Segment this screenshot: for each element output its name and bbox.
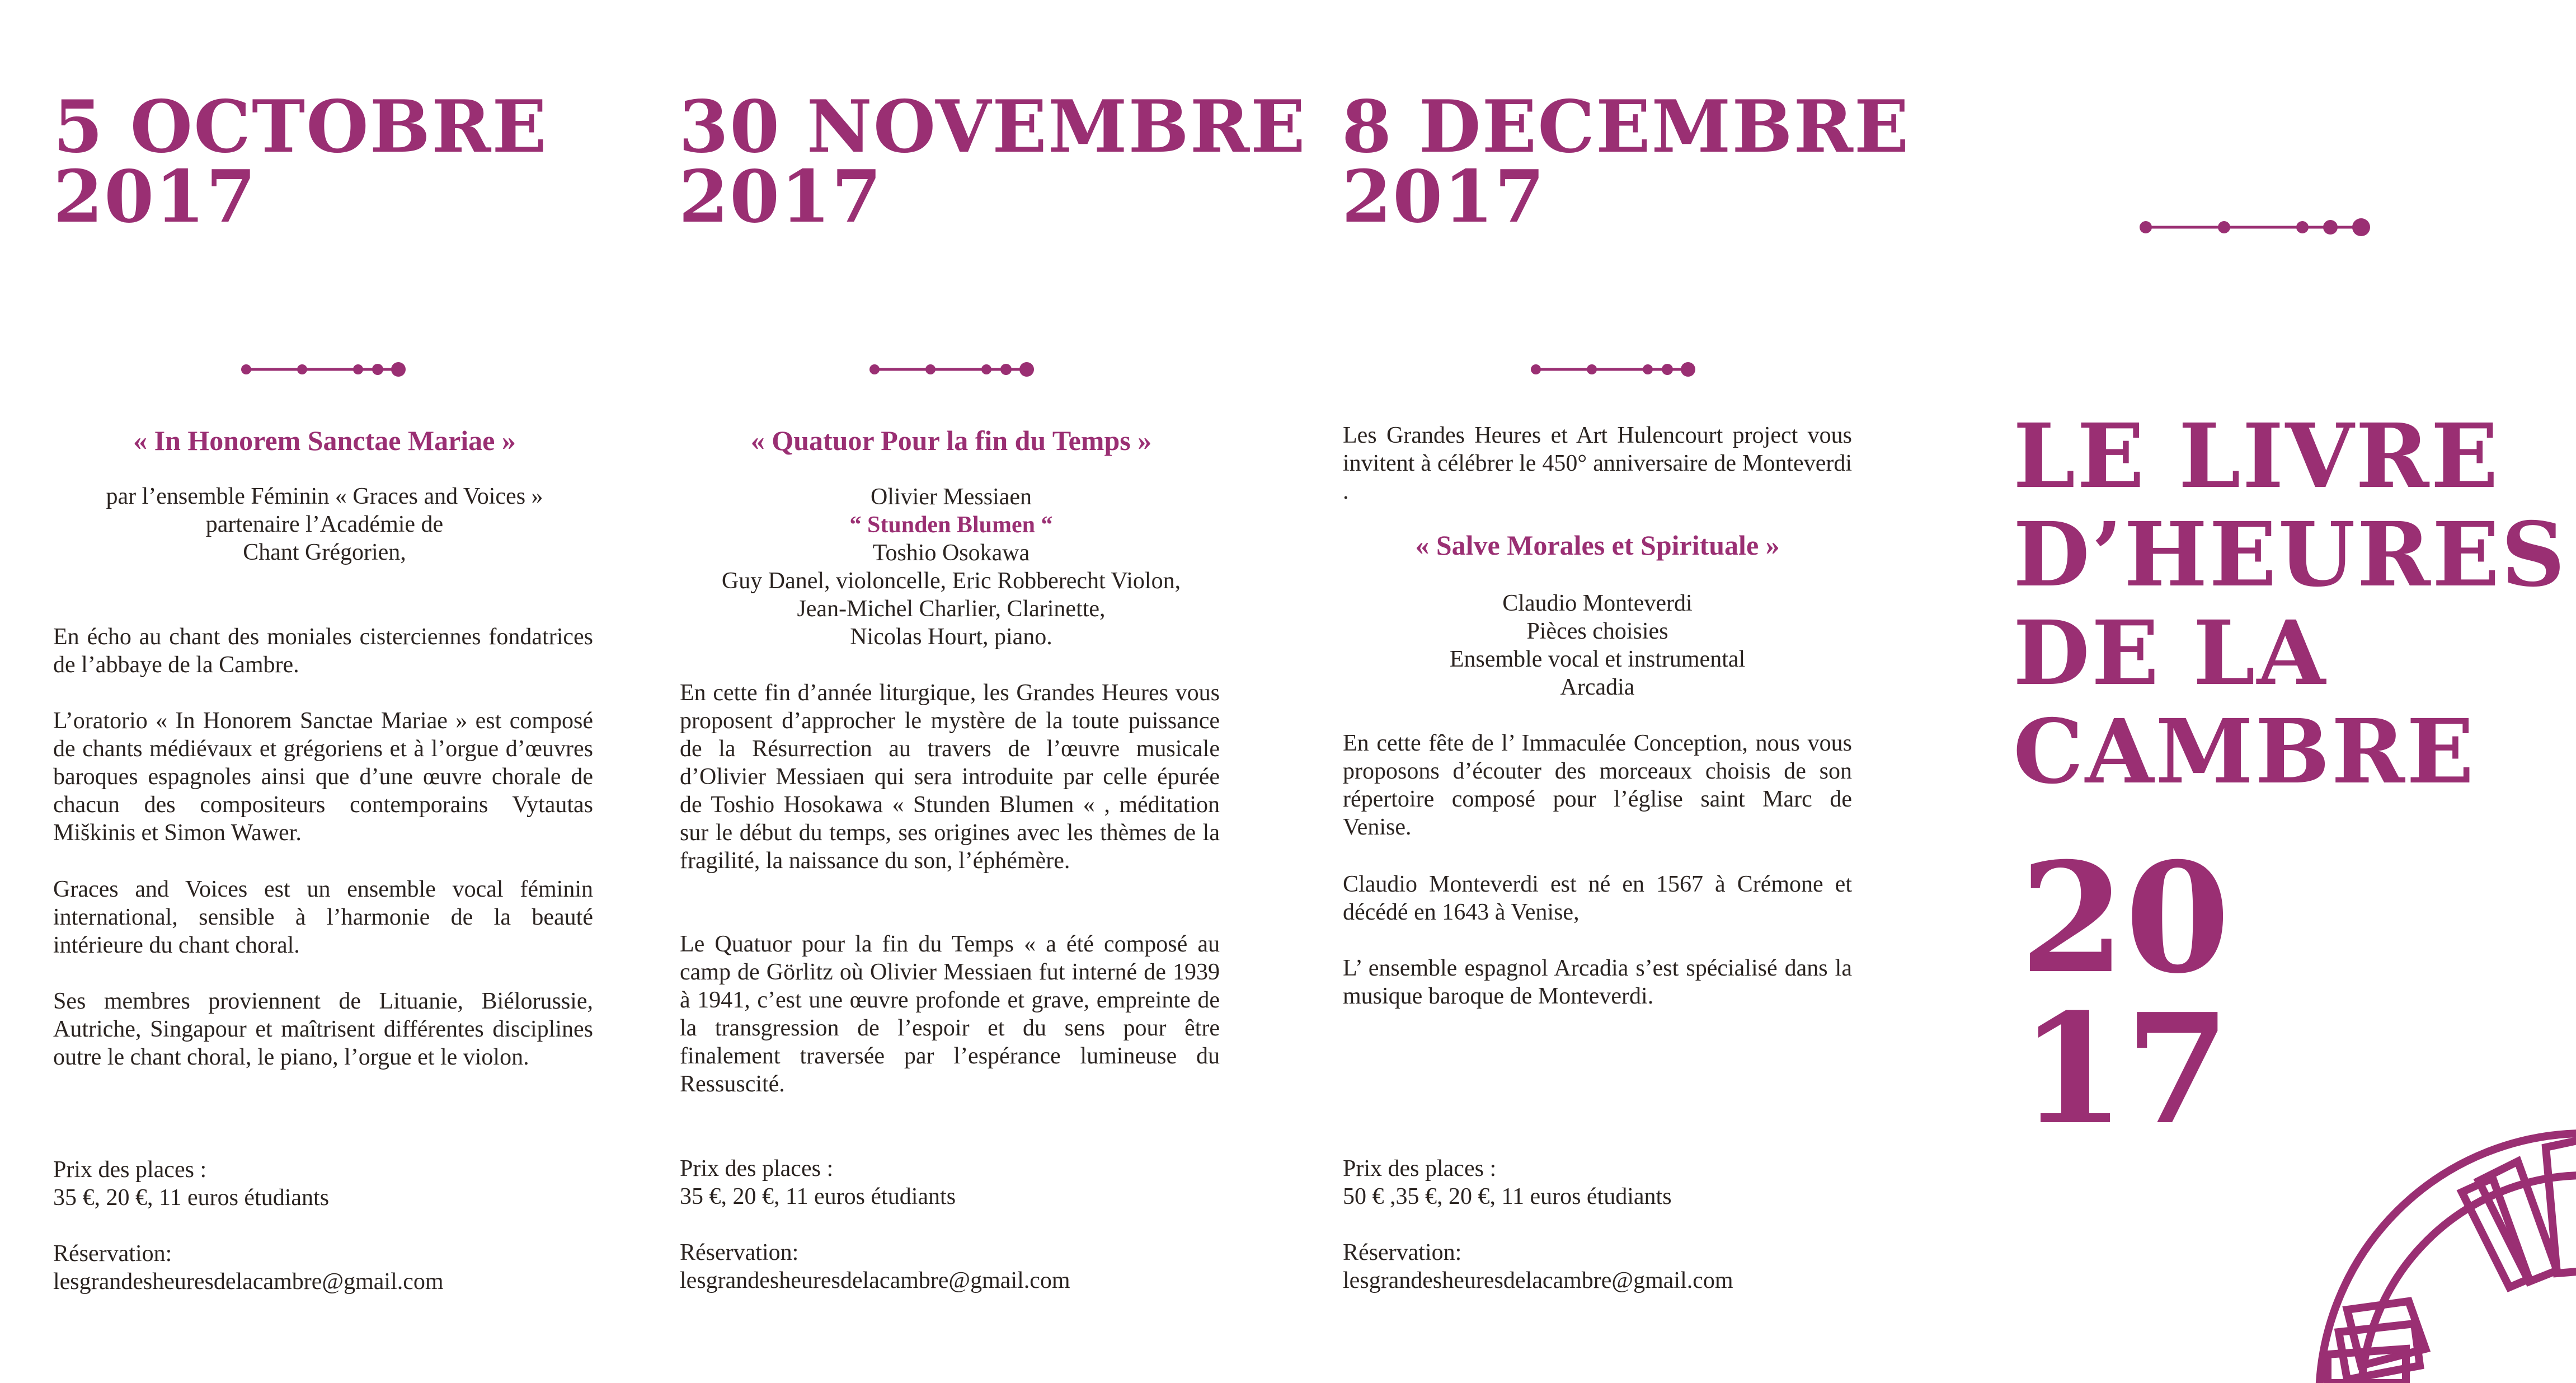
col3-date [1342, 85, 1910, 239]
col3-ensemble-name: Arcadia [1560, 674, 1635, 700]
col3-credits [1343, 589, 1852, 701]
col1-intro-line: Chant Grégorien, [243, 540, 406, 565]
col1-intro [53, 482, 596, 566]
col2-composer-2: Toshio Osokawa [872, 540, 1030, 566]
cover-title-line: CAMBRE [2013, 700, 2476, 804]
col3-subtitle: « Salve Morales et Spirituale » [1415, 529, 1780, 561]
col1-paragraph-3: Graces and Voices est un ensemble vocal féminin international, sensible à l’harmonie de la beauté intérieure du chant choral. [53, 876, 593, 958]
col3-paragraph-2: Claudio Monteverdi est né en 1567 à Crémone et décédé en 1643 à Venise, [1343, 871, 1852, 925]
col3-price-value: 50 € ,35 €, 20 €, 11 euros étudiants [1343, 1184, 1672, 1209]
col3-date-day: 8 DECEMBRE [1342, 85, 1910, 169]
ornament-dots-icon [241, 361, 408, 378]
col2-performers-3: Nicolas Hourt, piano. [850, 624, 1052, 650]
col1-email[interactable]: lesgrandesheuresdelacambre@gmail.com [53, 1269, 444, 1295]
col3-reservation-label: Réservation: [1343, 1240, 1462, 1265]
col2-performers: Guy Danel, violoncelle, Eric Robberecht Violon, [721, 568, 1181, 594]
col2-price-value: 35 €, 20 €, 11 euros étudiants [680, 1184, 956, 1209]
cover-title-line: D’HEURES [2013, 503, 2567, 607]
col3-composer: Claudio Monteverdi [1502, 590, 1693, 616]
col1-paragraph-1: En écho au chant des moniales cisterciennes fondatrices de l’abbaye de la Cambre. [53, 624, 593, 678]
col1-subtitle: « In Honorem Sanctae Mariae » [133, 425, 516, 456]
col2-date-day: 30 NOVEMBRE [679, 85, 1306, 169]
col2-composer: Olivier Messiaen [870, 484, 1032, 510]
abbey-logo-icon [2294, 1086, 2576, 1383]
cover-title-line: DE LA [2013, 602, 2328, 705]
col1-intro-line: partenaire l’Académie de [205, 512, 444, 537]
col1-paragraph-4: Ses membres proviennent de Lituanie, Biélorussie, Autriche, Singapour et maîtrisent différentes disciplines outre le chant choral, le piano, l’orgue et le violon. [53, 988, 593, 1070]
col3-price-label: Prix des places : [1343, 1156, 1497, 1182]
col1-price-label: Prix des places : [53, 1157, 207, 1183]
cover-year [2020, 829, 2230, 1158]
cover-year-line1: 20 [2020, 829, 2230, 1007]
col1-price-value: 35 €, 20 €, 11 euros étudiants [53, 1185, 330, 1211]
cover-title-line: LE LIVRE [2013, 405, 2500, 508]
col2-date-year: 2017 [679, 155, 883, 239]
col2-email[interactable]: lesgrandesheuresdelacambre@gmail.com [680, 1268, 1070, 1293]
col2-credits [680, 483, 1223, 651]
cover-year-line2: 17 [2020, 980, 2230, 1158]
col3-program: Pièces choisies [1526, 618, 1668, 644]
col3-email[interactable]: lesgrandesheuresdelacambre@gmail.com [1343, 1268, 1733, 1293]
col3-intro: Les Grandes Heures et Art Hulencourt project vous invitent à célébrer le 450° anniversaire de Monteverdi . [1343, 423, 1852, 504]
col1-date-day: 5 OCTOBRE [53, 85, 548, 169]
col2-paragraph-2: Le Quatuor pour la fin du Temps « a été composé au camp de Görlitz où Olivier Messiaen fut interné de 1939 à 1941, c’est une œuvre profonde et grave, empreinte de la transgression de l’espoir et du sens pour être finalement traversée par l’espérance lumineuse du Ressuscité. [680, 931, 1220, 1097]
col1-paragraph-2: L’oratorio « In Honorem Sanctae Mariae » est composé de chants médiévaux et grégoriens et à l’orgue d’œuvres baroques espagnoles ainsi que d’une œuvre chorale de chacun des compositeurs contemporains Vytautas Miškinis et Simon Wawer. [53, 708, 593, 846]
ornament-dots-icon [1530, 361, 1698, 378]
col2-price-label: Prix des places : [680, 1156, 834, 1182]
col2-paragraph-1: En cette fin d’année liturgique, les Grandes Heures vous proposent d’approcher le mystère de la toute puissance de la Résurrection au travers de l’œuvre musicale d’Olivier Messiaen qui sera introduite par celle épurée de Toshio Hosokawa « Stunden Blumen « , méditation sur le début du temps, ses origines avec les thèmes de la fragilité, la naissance du son, l’éphémère. [680, 680, 1220, 874]
col1-reservation-label: Réservation: [53, 1241, 172, 1267]
col2-work-title: “ Stunden Blumen “ [849, 512, 1053, 538]
col2-performers-2: Jean-Michel Charlier, Clarinette, [797, 596, 1106, 622]
col1-date [53, 85, 548, 239]
ornament-dots-icon [2139, 218, 2374, 236]
col1-date-year: 2017 [53, 155, 257, 239]
col3-ensemble: Ensemble vocal et instrumental [1449, 646, 1746, 672]
cover-title [2013, 405, 2567, 804]
col3-date-year: 2017 [1342, 155, 1546, 239]
col2-subtitle: « Quatuor Pour la fin du Temps » [750, 425, 1152, 456]
col2-date [679, 85, 1306, 239]
col3-paragraph-1: En cette fête de l’ Immaculée Conception, nous vous proposons d’écouter des morceaux choisis de son répertoire composé pour l’église saint Marc de Venise. [1343, 730, 1852, 840]
ornament-dots-icon [869, 361, 1037, 378]
col3-paragraph-3: L’ ensemble espagnol Arcadia s’est spécialisé dans la musique baroque de Monteverdi. [1343, 955, 1852, 1009]
col1-intro-line: par l’ensemble Féminin « Graces and Voices » [106, 484, 543, 509]
col2-reservation-label: Réservation: [680, 1240, 799, 1265]
